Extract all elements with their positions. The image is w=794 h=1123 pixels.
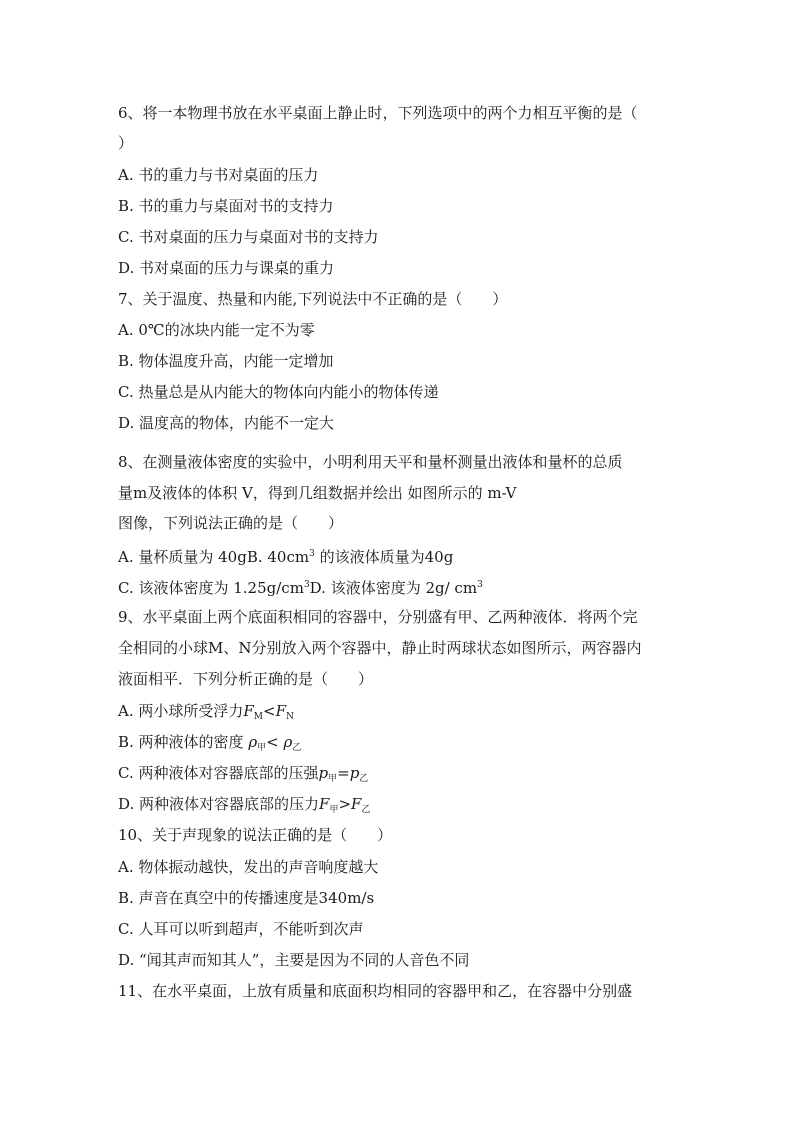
q9-stem-line1: 9、水平桌面上两个底面积相同的容器中，分别盛有甲、乙两种液体．将两个完 — [118, 608, 638, 626]
q9-option-a: A. 两小球所受浮力$F_M<F_N$ — [118, 702, 294, 722]
q8-option-d: D. 该液体密度为 2g/ $cm^3$ — [309, 579, 483, 597]
q10-option-c: C. 人耳可以听到超声，不能听到次声 — [118, 920, 364, 938]
q6-option-b: B. 书的重力与桌面对书的支持力 — [118, 197, 334, 215]
q8-options-ab — [118, 544, 453, 567]
q8-options-cd — [118, 575, 483, 598]
q6-option-d: D. 书对桌面的压力与课桌的重力 — [118, 259, 335, 277]
q8-stem-line3: 图像，下列说法正确的是（ ） — [118, 514, 344, 532]
q9-option-b: B. 两种液体的密度 $\rho_甲< \rho_乙$ — [118, 733, 302, 753]
q6-stem-line2: ） — [118, 134, 134, 152]
q10-option-d: D. “闻其声而知其人”，主要是因为不同的人音色不同 — [118, 951, 470, 969]
q7-option-a: A. 0℃的冰块内能一定不为零 — [118, 321, 315, 339]
q8-stem-line1: 8、在测量液体密度的实验中，小明利用天平和量杯测量出液体和量杯的总质 — [118, 453, 623, 471]
q6-option-c: C. 书对桌面的压力与桌面对书的支持力 — [118, 228, 379, 246]
q7-option-c: C. 热量总是从内能大的物体向内能小的物体传递 — [118, 383, 439, 401]
q11-stem-line1: 11、在水平桌面，上放有质量和底面积均相同的容器甲和乙，在容器中分别盛 — [118, 982, 633, 1000]
q7-option-b: B. 物体温度升高，内能一定增加 — [118, 352, 334, 370]
q10-option-b: B. 声音在真空中的传播速度是340m/s — [118, 889, 375, 907]
q9-option-c: C. 两种液体对容器底部的压强$p_甲=p_乙$ — [118, 764, 369, 784]
q8-stem-line2: 量m及液体的体积 V，得到几组数据并绘出 如图所示的 m-V — [118, 484, 517, 502]
q7-option-d: D. 温度高的物体，内能不一定大 — [118, 414, 335, 432]
q9-option-d: D. 两种液体对容器底部的压力$F_甲>F_乙$ — [118, 795, 371, 815]
q8-option-a: A. 量杯质量为 40g — [118, 548, 247, 566]
q6-stem-line1: 6、将一本物理书放在水平桌面上静止时，下列选项中的两个力相互平衡的是（ — [118, 104, 638, 122]
q9-stem-line2: 全相同的小球M、N分别放入两个容器中，静止时两球状态如图所示，两容器内 — [118, 639, 642, 657]
q9-stem-line3: 液面相平．下列分析正确的是（ ） — [118, 670, 374, 688]
q8-option-b: B. $40cm^3$ 的该液体质量为40g — [246, 548, 454, 566]
q7-stem: 7、关于温度、热量和内能,下列说法中不正确的是（ ） — [118, 290, 508, 308]
q10-stem: 10、关于声现象的说法正确的是（ ） — [118, 826, 393, 844]
q8-option-c: C. 该液体密度为 $1.25g/cm^3$ — [118, 579, 310, 597]
q6-option-a: A. 书的重力与书对桌面的压力 — [118, 166, 319, 184]
q10-option-a: A. 物体振动越快，发出的声音响度越大 — [118, 858, 379, 876]
